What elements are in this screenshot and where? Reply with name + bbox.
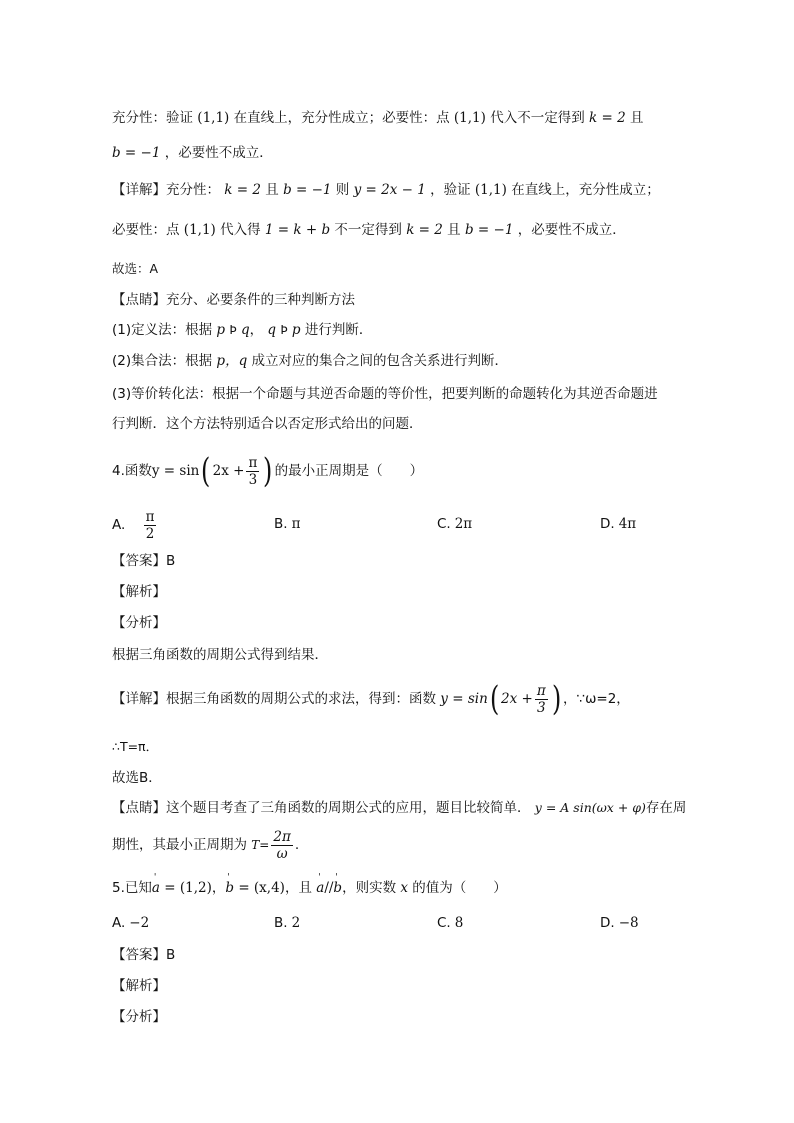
text: 且 bbox=[447, 222, 461, 238]
note-item-2 bbox=[112, 351, 508, 371]
fenxi-label: 【分析】 bbox=[112, 1009, 166, 1025]
option-letter: B. bbox=[274, 516, 288, 532]
option-letter: B. bbox=[274, 915, 288, 931]
answer-label: 【答案】B bbox=[112, 553, 176, 569]
math-b: b = −1 bbox=[112, 145, 161, 161]
answer-line: 故选：A bbox=[112, 261, 159, 276]
option-letter: D. bbox=[600, 516, 615, 532]
math-q: q bbox=[240, 322, 250, 338]
math-fn: y = sin bbox=[151, 463, 200, 479]
math-b: b = −1 bbox=[283, 182, 332, 198]
option-d[interactable] bbox=[600, 913, 639, 933]
text: ，且 bbox=[284, 880, 312, 896]
text: 则 bbox=[335, 182, 350, 198]
text: ，则实数 bbox=[342, 880, 397, 896]
text: 在直线上，充分性成立；必要性：点 bbox=[233, 110, 450, 126]
denominator: 3 bbox=[535, 699, 548, 716]
denominator: ω bbox=[271, 845, 292, 862]
text: 充分性： bbox=[166, 182, 220, 198]
math-value: = (1,2) bbox=[164, 880, 212, 896]
option-b[interactable] bbox=[274, 913, 300, 933]
numerator: π bbox=[145, 508, 155, 525]
math-point: (1,1) bbox=[474, 182, 507, 198]
paren-right: ) bbox=[551, 679, 561, 719]
text: 且 bbox=[629, 110, 644, 126]
question-4-stem bbox=[112, 452, 423, 490]
paren-left: ( bbox=[489, 679, 500, 719]
paren-left: ( bbox=[201, 451, 211, 491]
note-item-3-line-2: 行判断．这个方法特别适合以否定形式给出的问题． bbox=[112, 416, 423, 432]
section-tag: 【详解】 bbox=[112, 691, 166, 707]
math-x: x bbox=[400, 880, 408, 896]
math-value: = (x,4) bbox=[238, 880, 285, 896]
numerator: 2π bbox=[273, 828, 291, 845]
fraction-pi-3 bbox=[246, 455, 259, 488]
text: ，必要性不成立． bbox=[517, 222, 626, 238]
math-inner: 2x + bbox=[212, 463, 245, 479]
text: ，∵ω=2， bbox=[562, 691, 630, 707]
detail-line-2 bbox=[112, 220, 626, 240]
text: . bbox=[294, 837, 300, 853]
math-point: (1,1) bbox=[183, 222, 216, 238]
option-a[interactable] bbox=[112, 913, 149, 933]
vector-a: ' a bbox=[152, 878, 160, 898]
math-eq: y = 2x − 1 bbox=[353, 182, 426, 198]
text: 代入不一定得到 bbox=[490, 110, 585, 126]
analysis-label: 【解析】 bbox=[112, 978, 166, 994]
fraction-pi-2 bbox=[144, 509, 157, 542]
analysis-label: 【解析】 bbox=[112, 584, 166, 600]
therefore-line: ∴T=π． bbox=[112, 739, 159, 754]
text: (2)集合法：根据 bbox=[112, 353, 213, 369]
question-5-stem bbox=[112, 878, 507, 898]
text: 存在周 bbox=[645, 800, 687, 816]
option-text: −8 bbox=[618, 915, 639, 931]
option-letter: C. bbox=[437, 915, 451, 931]
math-inner: 2x + bbox=[501, 691, 533, 707]
text: 不一定得到 bbox=[334, 222, 402, 238]
detail-4-line bbox=[112, 680, 630, 718]
math-point: (1,1) bbox=[197, 110, 230, 126]
answer-label: 【答案】B bbox=[112, 947, 176, 963]
math-k: k = 2 bbox=[406, 222, 443, 238]
text: 的值为（ ） bbox=[412, 880, 507, 896]
text: 充分性：验证 bbox=[112, 110, 193, 126]
text: 根据三角函数的周期公式的求法，得到：函数 bbox=[166, 691, 436, 707]
vector-b: ' b bbox=[225, 878, 234, 898]
fenxi-label: 【分析】 bbox=[112, 615, 166, 631]
text: 成立对应的集合之间的包含关系进行判断． bbox=[251, 353, 509, 369]
option-text: 4π bbox=[618, 516, 637, 532]
math-eq: 1 = k + b bbox=[264, 222, 331, 238]
text: ，验证 bbox=[430, 182, 471, 198]
text: 的最小正周期是（ ） bbox=[274, 463, 424, 479]
math-fn: y = sin bbox=[440, 691, 488, 707]
text: 必要性：点 bbox=[112, 222, 180, 238]
denominator: 3 bbox=[246, 471, 259, 488]
option-text: 2 bbox=[291, 915, 301, 931]
section-tag: 【详解】 bbox=[112, 182, 166, 198]
option-c[interactable] bbox=[437, 913, 463, 933]
intro-line-2 bbox=[112, 143, 273, 163]
math-point: (1,1) bbox=[453, 110, 486, 126]
math-k: k = 2 bbox=[224, 182, 261, 198]
note-title: 【点睛】充分、必要条件的三种判断方法 bbox=[112, 292, 355, 308]
fraction-pi-3 bbox=[535, 683, 548, 716]
option-d[interactable] bbox=[600, 514, 636, 534]
option-letter: C. bbox=[437, 516, 451, 532]
option-text: 8 bbox=[454, 915, 464, 931]
paren-right: ) bbox=[263, 451, 273, 491]
implies-symbol: Þ bbox=[280, 323, 288, 337]
note-4-line-2 bbox=[112, 828, 299, 862]
option-b[interactable] bbox=[274, 514, 300, 534]
numerator: π bbox=[536, 682, 546, 699]
text: ， bbox=[249, 322, 264, 338]
fraction-2pi-omega bbox=[271, 829, 292, 862]
math-p: p bbox=[216, 322, 226, 338]
option-c[interactable] bbox=[437, 514, 472, 534]
text: 【点睛】这个题目考查了三角函数的周期公式的应用，题目比较简单． bbox=[112, 800, 531, 816]
parallel-symbol: // bbox=[324, 880, 334, 896]
option-letter: A. bbox=[112, 915, 126, 931]
vector-b: ' b bbox=[333, 878, 342, 898]
option-letter: A. bbox=[112, 517, 126, 533]
text: ，必要性不成立． bbox=[164, 145, 273, 161]
text: ， bbox=[211, 880, 226, 896]
text: 在直线上，充分性成立； bbox=[511, 182, 660, 198]
note-4-line-1 bbox=[112, 798, 686, 818]
note-item-1 bbox=[112, 320, 372, 340]
question-number: 4.函数 bbox=[112, 463, 152, 479]
option-a[interactable] bbox=[112, 508, 158, 542]
choose-line: 故选B． bbox=[112, 770, 162, 786]
numerator: π bbox=[248, 454, 258, 471]
text: 进行判断． bbox=[304, 322, 373, 338]
text: (1)定义法：根据 bbox=[112, 322, 213, 338]
option-text: 2π bbox=[454, 516, 473, 532]
math-q: q bbox=[267, 322, 277, 338]
math-k: k = 2 bbox=[589, 110, 626, 126]
option-letter: D. bbox=[600, 915, 615, 931]
option-text: −2 bbox=[129, 915, 150, 931]
math-b: b = −1 bbox=[464, 222, 514, 238]
detail-line-1 bbox=[112, 180, 660, 200]
math-pq: p，q bbox=[216, 353, 248, 369]
math-fn: y = A sin(ωx + φ) bbox=[534, 800, 646, 815]
question-number: 5.已知 bbox=[112, 880, 152, 896]
math-T: T= bbox=[251, 838, 270, 852]
vector-a: ' a bbox=[316, 878, 324, 898]
text: 且 bbox=[265, 182, 279, 198]
denominator: 2 bbox=[144, 525, 157, 542]
note-item-3-line-1: (3)等价转化法：根据一个命题与其逆否命题的等价性，把要判断的命题转化为其逆否命题进 bbox=[112, 386, 658, 402]
option-text: π bbox=[291, 516, 301, 532]
implies-symbol: Þ bbox=[229, 323, 237, 337]
math-p: p bbox=[291, 322, 301, 338]
intro-line-1 bbox=[112, 108, 643, 128]
text: 代入得 bbox=[220, 222, 261, 238]
text: 期性，其最小正周期为 bbox=[112, 837, 247, 853]
fenxi-text: 根据三角函数的周期公式得到结果． bbox=[112, 647, 328, 663]
